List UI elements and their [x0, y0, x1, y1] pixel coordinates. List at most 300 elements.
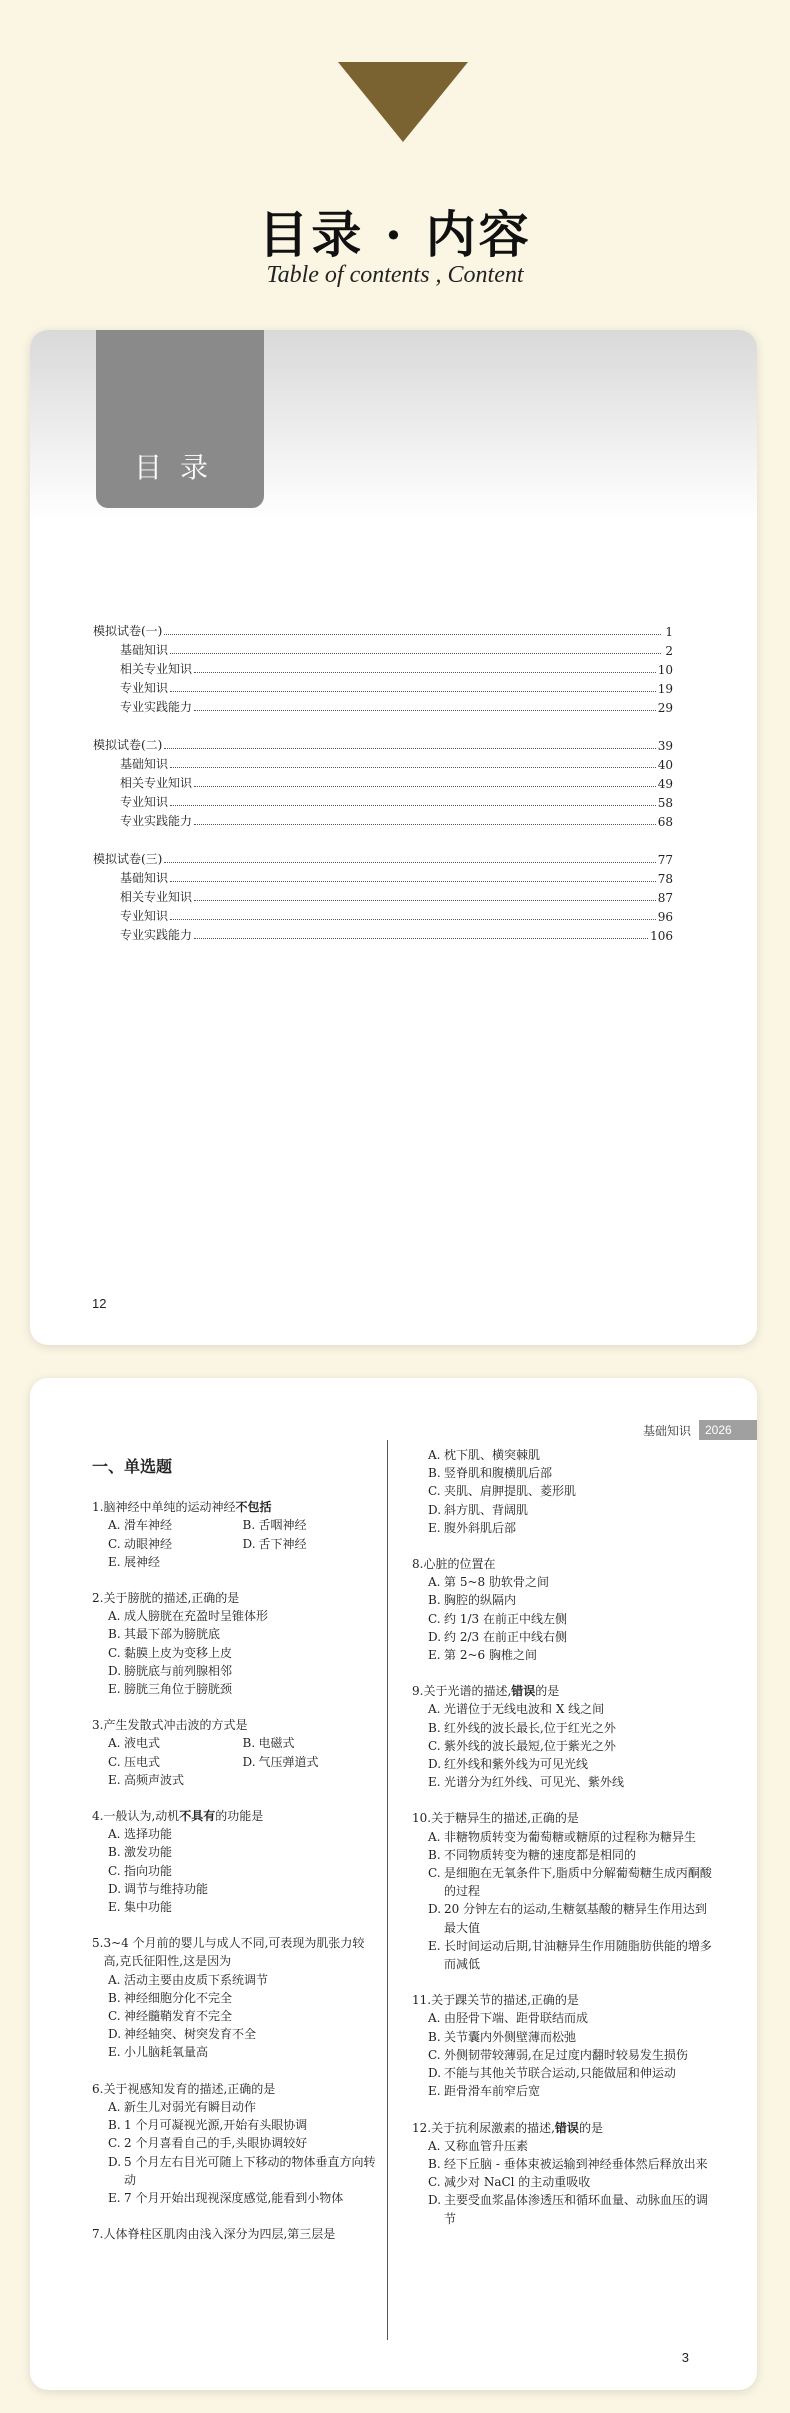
option-text: 黏膜上皮为变移上皮	[124, 1645, 233, 1660]
option-letter: D.	[108, 2027, 122, 2042]
option-text: 电磁式	[258, 1736, 295, 1751]
answer-option[interactable]	[428, 2046, 712, 2064]
question	[92, 1807, 377, 1916]
stem-text: 产生发散式冲击波的方式是	[103, 1718, 248, 1733]
toc-subentry-title: 专业知识	[120, 795, 169, 809]
toc-leader	[170, 767, 656, 768]
stem-text: 一般认为,动机	[103, 1809, 180, 1824]
option-text: 滑车神经	[124, 1518, 173, 1533]
option-letter: D.	[108, 1663, 122, 1678]
option-letter: B.	[242, 1736, 256, 1751]
answer-option[interactable]	[108, 1989, 377, 2007]
header-year: 2026	[699, 1420, 757, 1440]
option-letter: A.	[428, 1702, 441, 1717]
option-letter: D.	[428, 1629, 442, 1644]
question-text	[431, 1809, 712, 1827]
toc-subentry-page: 19	[657, 682, 673, 696]
option-letter: B.	[108, 1990, 121, 2005]
option-letter: C.	[108, 1536, 121, 1551]
question-number: 7.	[92, 2227, 104, 2242]
option-letter: A.	[428, 1829, 441, 1844]
option-letter: C.	[428, 2175, 441, 2190]
question-stem	[92, 1716, 377, 1734]
toc-card	[30, 330, 757, 1345]
answer-option[interactable]	[428, 2191, 712, 2227]
option-text: 第 5~8 肋软骨之间	[444, 1575, 549, 1590]
answer-option[interactable]	[428, 2028, 712, 2046]
answer-option[interactable]	[428, 1573, 712, 1591]
answer-option[interactable]	[243, 1734, 378, 1752]
answer-option[interactable]	[108, 1535, 243, 1553]
toc-entry-page: 39	[657, 739, 673, 753]
option-letter: E.	[108, 1772, 121, 1787]
toc-subentry[interactable]	[93, 924, 673, 943]
option-text: 红外线和紫外线为可见光线	[444, 1757, 589, 1772]
option-letter: E.	[428, 2084, 441, 2099]
question-text	[423, 1555, 712, 1573]
toc-subentry[interactable]	[93, 772, 673, 791]
option-text: 经下丘脑 - 垂体束被运输到神经垂体然后释放出来	[444, 2156, 708, 2171]
option-letter: C.	[428, 2047, 441, 2062]
question-stem	[412, 1991, 712, 2009]
option-letter: A.	[108, 1609, 121, 1624]
question-stem	[412, 1809, 712, 1827]
stem-text-tail: 的是	[578, 2120, 603, 2135]
option-letter: D.	[242, 1536, 256, 1551]
toc-subentry[interactable]	[93, 867, 673, 886]
option-text: 距骨滑车前窄后宽	[444, 2084, 541, 2099]
toc-subentry-title: 专业知识	[120, 909, 169, 923]
answer-option[interactable]	[428, 1773, 712, 1791]
option-letter: C.	[428, 1611, 441, 1626]
answer-option[interactable]	[108, 1862, 377, 1880]
answer-option[interactable]	[108, 1971, 377, 1989]
option-letter: B.	[428, 1720, 441, 1735]
option-letter: C.	[108, 2136, 121, 2151]
option-letter: E.	[108, 1554, 121, 1569]
toc-leader	[194, 824, 656, 825]
option-letter: B.	[428, 2156, 441, 2171]
question	[412, 1809, 712, 1973]
answer-option[interactable]	[108, 1880, 377, 1898]
answer-option[interactable]	[108, 1753, 243, 1771]
option-text: 1 个月可凝视光源,开始有头眼协调	[124, 2118, 308, 2133]
question-stem	[92, 1807, 377, 1825]
option-text: 舌咽神经	[258, 1518, 307, 1533]
toc-subentry-page: 96	[657, 910, 673, 924]
option-letter: E.	[428, 1775, 441, 1790]
question-number: 6.	[92, 2081, 104, 2096]
option-text: 20 分钟左右的运动,生糖氨基酸的糖异生作用达到最大值	[444, 1902, 707, 1935]
option-text: 展神经	[124, 1554, 161, 1569]
answer-option[interactable]	[428, 1937, 712, 1973]
answer-option[interactable]	[428, 1628, 712, 1646]
option-text: 动眼神经	[124, 1536, 173, 1551]
option-letter: B.	[428, 1847, 441, 1862]
option-text: 7 个月开始出现视深度感觉,能看到小物体	[124, 2190, 344, 2205]
question	[92, 2080, 377, 2207]
answer-option[interactable]	[108, 1771, 243, 1789]
option-text: 第 2~6 胸椎之间	[444, 1648, 537, 1663]
option-text: 神经髓鞘发育不完全	[124, 2009, 233, 2024]
question	[92, 1716, 377, 1789]
answer-options	[412, 2137, 712, 2228]
answer-options	[412, 1573, 712, 1664]
toc-subentry-title: 相关专业知识	[120, 662, 193, 676]
toc-subentry[interactable]	[93, 886, 673, 905]
question	[412, 1555, 712, 1664]
option-letter: A.	[428, 1575, 441, 1590]
toc-subentry-page: 10	[657, 663, 673, 677]
answer-option[interactable]	[243, 1516, 378, 1534]
option-letter: B.	[242, 1518, 256, 1533]
stem-emphasis: 错误	[511, 1684, 536, 1699]
option-text: 非糖物质转变为葡萄糖或糖原的过程称为糖异生	[444, 1829, 697, 1844]
question	[412, 2119, 712, 2228]
question-number: 8.	[412, 1557, 424, 1572]
option-text: 神经轴突、树突发育不全	[124, 2027, 257, 2042]
question-number: 5.	[92, 1936, 104, 1951]
question-number: 11.	[412, 1993, 432, 2008]
option-text: 由胫骨下端、距骨联结而成	[444, 2011, 589, 2026]
option-letter: E.	[108, 2045, 121, 2060]
answer-options	[412, 2009, 712, 2100]
stem-text: 关于视感知发育的描述,正确的是	[103, 2081, 276, 2096]
stem-text: 脑神经中单纯的运动神经	[103, 1500, 236, 1515]
option-text: 胸腔的纵隔内	[444, 1593, 517, 1608]
stem-text: 3~4 个月前的婴儿与成人不同,可表现为肌张力较高,克氏征阳性,这是因为	[103, 1936, 365, 1969]
option-text: 新生儿对弱光有瞬目动作	[124, 2099, 257, 2114]
option-text: 5 个月左右目光可随上下移动的物体垂直方向转动	[124, 2154, 376, 2187]
question-text	[103, 2080, 377, 2098]
option-text: 调节与维持功能	[124, 1881, 209, 1896]
answer-option[interactable]	[108, 1898, 377, 1916]
question-text	[103, 1589, 377, 1607]
stem-text: 关于踝关节的描述,正确的是	[431, 1993, 579, 2008]
answer-options	[412, 1828, 712, 1974]
left-column	[92, 1458, 377, 2261]
option-letter: A.	[428, 2138, 441, 2153]
answer-option[interactable]	[428, 2009, 712, 2027]
toc-subentry-title: 相关专业知识	[120, 776, 193, 790]
answer-option[interactable]	[428, 1591, 712, 1609]
answer-option[interactable]	[108, 1553, 243, 1571]
question-stem	[412, 2119, 712, 2137]
toc-subentry-page: 2	[665, 644, 673, 658]
option-text: 液电式	[124, 1736, 161, 1751]
answer-options	[92, 1516, 377, 1571]
triangle-decoration	[338, 62, 468, 142]
option-text: 约 2/3 在前正中线右侧	[444, 1629, 567, 1644]
answer-option[interactable]	[428, 1755, 712, 1773]
toc-leader	[170, 691, 656, 692]
toc-entry[interactable]	[93, 620, 673, 639]
option-letter: D.	[108, 1881, 122, 1896]
toc-page-number: 12	[92, 1296, 107, 1311]
question-stem	[92, 1934, 377, 1970]
toc-subentry[interactable]	[93, 791, 673, 810]
answer-option[interactable]	[108, 2153, 377, 2189]
stem-emphasis: 错误	[554, 2120, 579, 2135]
toc-subentry-page: 40	[657, 758, 673, 772]
option-letter: E.	[108, 1900, 121, 1915]
option-text: 舌下神经	[258, 1536, 307, 1551]
option-text: 集中功能	[124, 1900, 173, 1915]
answer-option[interactable]	[428, 1737, 712, 1755]
option-text: 膀胱三角位于膀胱颈	[124, 1682, 233, 1697]
option-letter: C.	[108, 2009, 121, 2024]
toc-subentry-title: 专业实践能力	[120, 928, 193, 942]
option-letter: D.	[428, 1757, 442, 1772]
section-title: 一、单选题	[92, 1457, 173, 1476]
answer-option[interactable]	[428, 2137, 712, 2155]
option-text: 约 1/3 在前正中线左侧	[444, 1611, 567, 1626]
answer-option[interactable]	[428, 1610, 712, 1628]
toc-subentry[interactable]	[93, 905, 673, 924]
toc-subentry-page: 58	[657, 796, 673, 810]
question-number: 2.	[92, 1591, 104, 1606]
option-letter: D.	[428, 1902, 442, 1917]
toc-subentry-title: 专业知识	[120, 681, 169, 695]
option-text: 关节囊内外侧壁薄而松弛	[444, 2029, 577, 2044]
answer-option[interactable]	[428, 2155, 712, 2173]
header-subject: 基础知识	[642, 1423, 691, 1438]
answer-option[interactable]	[108, 2116, 377, 2134]
option-text: 又称血管升压素	[444, 2138, 529, 2153]
answer-option[interactable]	[428, 1519, 712, 1537]
toc-subentry[interactable]	[93, 639, 673, 658]
question-text	[423, 1682, 712, 1700]
answer-option[interactable]	[108, 1825, 377, 1843]
answer-option[interactable]	[428, 1646, 712, 1664]
question-stem	[92, 1589, 377, 1607]
stem-emphasis: 不包括	[235, 1500, 272, 1515]
answer-option[interactable]	[243, 1535, 378, 1553]
option-letter: C.	[428, 1738, 441, 1753]
option-letter: B.	[428, 1593, 441, 1608]
toc-leader	[170, 919, 656, 920]
question-number: 10.	[412, 1811, 432, 1826]
answer-option[interactable]	[108, 2134, 377, 2152]
toc-subentry-title: 基础知识	[120, 757, 169, 771]
toc-entry[interactable]	[93, 734, 673, 753]
exam-page-card	[30, 1378, 757, 2390]
answer-option[interactable]	[108, 1734, 243, 1752]
option-text: 指向功能	[124, 1863, 173, 1878]
stem-text: 关于糖异生的描述,正确的是	[431, 1811, 579, 1826]
option-text: 其最下部为膀胱底	[124, 1627, 221, 1642]
toc-subentry-page: 78	[657, 872, 673, 886]
option-letter: C.	[428, 1866, 441, 1881]
option-letter: D.	[428, 2193, 442, 2208]
stem-text: 关于膀胱的描述,正确的是	[103, 1591, 240, 1606]
question	[412, 1991, 712, 2100]
answer-option[interactable]	[108, 2189, 377, 2207]
answer-option[interactable]	[428, 1719, 712, 1737]
answer-option[interactable]	[428, 2173, 712, 2191]
option-text: 紫外线的波长最短,位于紫光之外	[444, 1738, 616, 1753]
option-letter: A.	[108, 1972, 121, 1987]
question-number: 12.	[412, 2120, 432, 2135]
option-letter: A.	[108, 1518, 121, 1533]
answer-options	[92, 1607, 377, 1698]
option-letter: C.	[108, 1645, 121, 1660]
toc-leader	[170, 881, 656, 882]
toc-subentry-page: 106	[650, 929, 673, 943]
question	[412, 1682, 712, 1791]
option-text: 斜方肌、背阔肌	[444, 1502, 529, 1517]
option-text: 2 个月喜看自己的手,头眼协调较好	[124, 2136, 308, 2151]
right-column	[412, 1446, 712, 2246]
option-text: 腹外斜肌后部	[444, 1520, 517, 1535]
option-text: 不能与其他关节联合运动,只能做屈和伸运动	[444, 2066, 676, 2081]
answer-option[interactable]	[428, 2082, 712, 2100]
answer-option[interactable]	[428, 1864, 712, 1900]
toc-entry-title: 模拟试卷(二)	[93, 738, 163, 752]
option-letter: B.	[108, 1627, 121, 1642]
option-letter: B.	[108, 2118, 121, 2133]
toc-subentry-page: 68	[657, 815, 673, 829]
page-subtitle: Table of contents , Content	[266, 262, 524, 288]
answer-options	[92, 1971, 377, 2062]
answer-option[interactable]	[428, 1700, 712, 1718]
question-stem	[412, 1555, 712, 1573]
question-text	[103, 1934, 377, 1970]
question-text	[103, 1716, 377, 1734]
answer-option[interactable]	[108, 1625, 377, 1643]
option-text: 夹肌、肩胛提肌、菱形肌	[444, 1484, 577, 1499]
stem-text-tail: 的功能是	[215, 1809, 264, 1824]
option-text: 气压弹道式	[258, 1754, 319, 1769]
answer-option[interactable]	[108, 1607, 377, 1625]
question-stem	[92, 2080, 377, 2098]
option-text: 压电式	[124, 1754, 161, 1769]
option-text: 外侧韧带较薄弱,在足过度内翻时较易发生损伤	[444, 2047, 688, 2062]
toc-leader	[164, 862, 655, 863]
toc-entry-page: 1	[665, 625, 673, 639]
toc-leader	[194, 900, 656, 901]
toc-subentry-page: 29	[657, 701, 673, 715]
option-text: 不同物质转变为糖的速度都是相同的	[444, 1847, 637, 1862]
option-text: 高频声波式	[124, 1772, 185, 1787]
option-letter: A.	[428, 1448, 441, 1462]
question-number: 1.	[92, 1500, 104, 1515]
answer-option[interactable]	[428, 1828, 712, 1846]
option-letter: D.	[108, 2154, 122, 2169]
option-text: 神经细胞分化不完全	[124, 1990, 233, 2005]
option-letter: C.	[428, 1484, 441, 1499]
question-text	[431, 2119, 712, 2137]
stem-text: 心脏的位置在	[423, 1557, 496, 1572]
toc-entry-title: 模拟试卷(一)	[93, 624, 163, 638]
toc-group	[93, 620, 673, 715]
answer-option[interactable]	[428, 1501, 712, 1519]
option-letter: D.	[242, 1754, 256, 1769]
answer-option[interactable]	[108, 2025, 377, 2043]
question-text	[103, 1807, 377, 1825]
stem-text: 人体脊柱区肌肉由浅入深分为四层,第三层是	[103, 2227, 336, 2242]
answer-option[interactable]	[108, 1662, 377, 1680]
option-text: 光谱位于无线电波和 X 线之间	[444, 1702, 605, 1717]
question	[92, 1934, 377, 2061]
option-letter: C.	[108, 1863, 121, 1878]
answer-options	[92, 2098, 377, 2207]
answer-option[interactable]	[243, 1753, 378, 1771]
option-letter: A.	[108, 1736, 121, 1751]
answer-option[interactable]	[428, 1446, 712, 1464]
toc-subentry[interactable]	[93, 696, 673, 715]
toc-subentry[interactable]	[93, 677, 673, 696]
stem-text: 关于光谱的描述,	[423, 1684, 512, 1699]
answer-option[interactable]	[108, 1843, 377, 1861]
column-divider	[387, 1440, 388, 2340]
answer-option[interactable]	[108, 2007, 377, 2025]
option-letter: E.	[108, 1682, 121, 1697]
toc-subentry[interactable]	[93, 658, 673, 677]
option-letter: A.	[108, 1827, 121, 1842]
toc-group	[93, 848, 673, 943]
question-number: 3.	[92, 1718, 104, 1733]
option-letter: B.	[108, 1845, 121, 1860]
answer-option[interactable]	[428, 1464, 712, 1482]
question-stem	[92, 1498, 377, 1516]
option-letter: A.	[428, 2011, 441, 2026]
question	[92, 1498, 377, 1571]
question-text	[431, 1991, 712, 2009]
question	[412, 1446, 712, 1537]
option-text: 竖脊肌和腹横肌后部	[444, 1466, 553, 1481]
answer-option[interactable]	[108, 1516, 243, 1534]
toc-group	[93, 734, 673, 829]
option-text: 长时间运动后期,甘油糖异生作用随脂肪供能的增多而减低	[444, 1938, 712, 1972]
option-text: 枕下肌、横突棘肌	[444, 1448, 541, 1462]
question-text	[103, 2225, 377, 2243]
toc-leader	[164, 748, 655, 749]
option-letter: E.	[108, 2190, 121, 2205]
answer-option[interactable]	[428, 1846, 712, 1864]
answer-option[interactable]	[428, 1482, 712, 1500]
toc-subentry[interactable]	[93, 810, 673, 829]
answer-option[interactable]	[428, 2064, 712, 2082]
option-letter: E.	[428, 1520, 441, 1535]
toc-subentry[interactable]	[93, 753, 673, 772]
toc-subentry-title: 基础知识	[120, 643, 169, 657]
toc-leader	[170, 653, 661, 654]
answer-options	[92, 1825, 377, 1916]
question	[92, 2225, 377, 2243]
toc-entry[interactable]	[93, 848, 673, 867]
answer-option[interactable]	[108, 2043, 377, 2061]
answer-option[interactable]	[108, 1680, 377, 1698]
toc-tab-label: 目录	[133, 451, 226, 484]
toc-leader	[194, 710, 656, 711]
answer-option[interactable]	[108, 2098, 377, 2116]
answer-option[interactable]	[428, 1900, 712, 1936]
toc-entry-title: 模拟试卷(三)	[93, 852, 163, 866]
option-letter: B.	[428, 2029, 441, 2044]
option-letter: B.	[428, 1466, 441, 1481]
page-title: 目录 · 内容	[258, 205, 532, 264]
option-letter: A.	[108, 2099, 121, 2114]
exam-page-header	[643, 1420, 757, 1440]
option-letter: E.	[428, 1938, 441, 1953]
toc-subentry-title: 专业实践能力	[120, 814, 193, 828]
question-number: 4.	[92, 1809, 104, 1824]
option-text: 激发功能	[124, 1845, 173, 1860]
answer-option[interactable]	[108, 1644, 377, 1662]
answer-options	[412, 1446, 712, 1537]
question-stem	[92, 2225, 377, 2243]
